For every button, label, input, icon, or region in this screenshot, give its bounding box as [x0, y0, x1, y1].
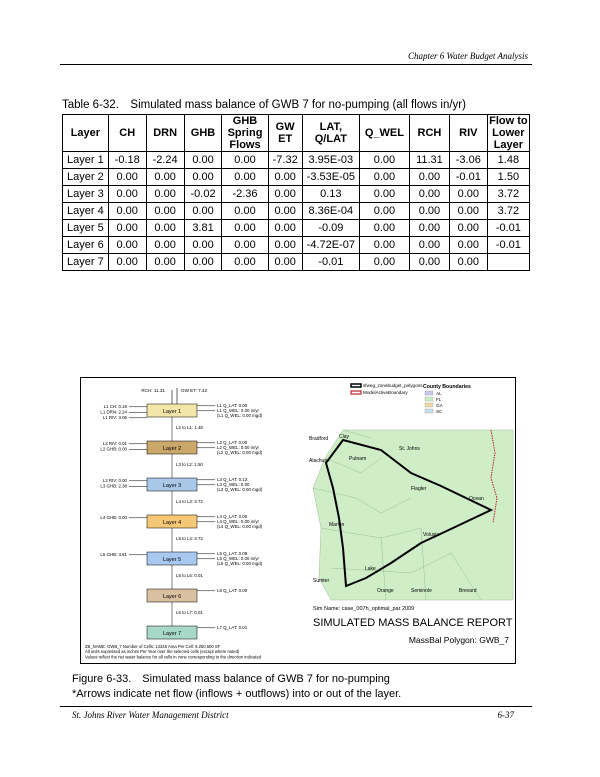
column-header: RCH — [409, 115, 449, 152]
left-flow-label: L3 RIV: 0.00 — [102, 478, 127, 483]
legend-boundary: ModelActiveBoundary — [363, 390, 408, 395]
layer-box-label: Layer 1 — [162, 409, 182, 415]
table-cell: 0.00 — [146, 237, 184, 254]
table-cell: -3.53E-05 — [302, 169, 359, 186]
table-cell: -2.24 — [146, 152, 184, 169]
vertical-flow-label: L5 to L6: 0.01 — [176, 573, 203, 578]
county-label: Volusia — [423, 532, 440, 538]
table-cell: -3.06 — [449, 152, 487, 169]
table-cell: -7.32 — [268, 152, 302, 169]
county-label: Bradford — [309, 436, 329, 442]
table-row — [63, 237, 530, 254]
mass-balance-figure — [80, 377, 516, 664]
table-cell: 0.00 — [409, 254, 449, 271]
right-flow-label: L5 Q_WEL: 0.00 in/yr — [217, 556, 259, 561]
table-cell: -0.01 — [302, 254, 359, 271]
layer-box-label: Layer 4 — [162, 520, 182, 526]
table-row — [63, 186, 530, 203]
table-cell: 0.00 — [184, 237, 222, 254]
right-flow-label: (L4 Q_WEL: 0.00 mgd) — [217, 524, 263, 529]
table-cell: 0.00 — [409, 203, 449, 220]
table-row — [63, 169, 530, 186]
left-flow-label: L4 GHB: 0.00 — [100, 515, 127, 520]
table-cell: 0.00 — [222, 169, 268, 186]
footer-rule — [60, 706, 532, 707]
table-cell: Layer 2 — [63, 169, 109, 186]
table-cell: 3.95E-03 — [302, 152, 359, 169]
table-cell: 0.00 — [146, 254, 184, 271]
table-cell: 0.00 — [359, 152, 409, 169]
table-cell: 0.00 — [184, 152, 222, 169]
table-cell: 3.81 — [184, 220, 222, 237]
county-label: Alachua — [309, 458, 328, 464]
column-header: DRN — [146, 115, 184, 152]
table-cell: -0.09 — [302, 220, 359, 237]
right-flow-label: (L1 Q_WEL: 0.00 mgd) — [217, 413, 263, 418]
county-swatch — [425, 409, 433, 413]
table-cell: 1.48 — [487, 152, 529, 169]
table-cell: Layer 6 — [63, 237, 109, 254]
table-cell: 0.00 — [268, 220, 302, 237]
table-cell: -2.36 — [222, 186, 268, 203]
table-cell: 0.00 — [449, 254, 487, 271]
massbal-polygon: MassBal Polygon: GWB_7 — [408, 635, 509, 645]
mass-balance-table — [62, 114, 530, 271]
layer-box-label: Layer 6 — [162, 594, 182, 600]
county-swatch — [425, 403, 433, 407]
county-label: Ocean — [469, 496, 484, 502]
table-cell: 0.00 — [359, 237, 409, 254]
county-label: Flagler — [411, 486, 427, 492]
left-flow-label: L2 RIV: 0.01 — [102, 441, 127, 446]
left-flow-label: L3 GHB: 2.38 — [100, 483, 127, 489]
table-cell: 0.00 — [184, 203, 222, 220]
table-cell: 0.00 — [222, 220, 268, 237]
county-map — [307, 430, 513, 600]
table-cell: 0.00 — [268, 254, 302, 271]
table-row — [63, 203, 530, 220]
gwet-label: GW ET: 7.32 — [181, 388, 208, 393]
right-flow-label: L1 Q_WEL: 0.00 in/yr — [217, 408, 259, 413]
legend-county-title: County Boundaries — [423, 384, 471, 390]
table-cell: 0.00 — [409, 237, 449, 254]
column-header: Q_WEL — [359, 115, 409, 152]
vertical-flow-label: L2 to L1: 1.48 — [176, 425, 203, 430]
left-flow-label: L1 CH: 0.18 — [103, 404, 127, 409]
right-flow-label: (L3 Q_WEL: 0.00 mgd) — [217, 487, 263, 492]
table-cell: 1.50 — [487, 169, 529, 186]
right-flow-label: L3 Q_WEL: 0.00 — [217, 482, 250, 487]
figure-notes — [85, 644, 262, 659]
table-cell: Layer 7 — [63, 254, 109, 271]
column-header: GW ET — [268, 115, 302, 152]
table-cell: 3.72 — [487, 186, 529, 203]
table-cell: -4.72E-07 — [302, 237, 359, 254]
column-header: LAT, Q/LAT — [302, 115, 359, 152]
table-cell: 0.00 — [108, 186, 146, 203]
table-cell: 0.00 — [409, 220, 449, 237]
column-header: GHB Spring Flows — [222, 115, 268, 152]
table-cell: 0.00 — [146, 220, 184, 237]
table-header-row — [63, 115, 530, 152]
table-row — [63, 220, 530, 237]
figure-caption-line1: Figure 6-33. Simulated mass balance of GWB 7 for no-pumping — [72, 673, 390, 685]
table-cell: 3.72 — [487, 203, 529, 220]
county-legend-label: FL — [436, 396, 442, 402]
right-flow-label: (L5 Q_WEL: 0.00 mgd) — [217, 561, 263, 566]
table-cell: 0.00 — [222, 254, 268, 271]
footer-organization: St. Johns River Water Management District — [72, 710, 229, 720]
table-cell: 11.31 — [409, 152, 449, 169]
figure-note: ZB_NAME: GWB_7 Number of Cells: 13348 Area Per Cell: 6,250,500 SF — [85, 644, 221, 649]
table-cell: 0.00 — [222, 203, 268, 220]
table-cell: 0.00 — [146, 169, 184, 186]
table-cell: 0.00 — [184, 254, 222, 271]
figure-note: All units expressed as inches Per Year over the selected cells (except where noted) — [85, 649, 240, 655]
figure-caption-line2: *Arrows indicate net flow (inflows + outflows) into or out of the layer. — [72, 688, 402, 700]
table-cell: -0.01 — [487, 220, 529, 237]
right-flow-label: L4 Q_WEL: 0.00 in/yr — [217, 519, 259, 524]
legend-polygons: sfweg_zonebudget_polygons — [363, 383, 423, 388]
layer-box-label: Layer 3 — [162, 483, 182, 489]
figure-graphic — [81, 378, 515, 663]
table-cell: 0.00 — [449, 237, 487, 254]
table-cell: 0.00 — [146, 186, 184, 203]
column-header: CH — [108, 115, 146, 152]
table-body — [63, 152, 530, 271]
map-legend — [349, 382, 471, 414]
county-label: Putnam — [349, 456, 367, 462]
county-legend-label: AL — [436, 390, 442, 396]
table-cell: Layer 4 — [63, 203, 109, 220]
county-swatch — [425, 391, 433, 395]
table-cell — [487, 254, 529, 271]
county-label: Lake — [365, 566, 376, 572]
table-cell: 0.00 — [222, 152, 268, 169]
table-cell: 0.00 — [409, 169, 449, 186]
report-title: SIMULATED MASS BALANCE REPORT — [313, 617, 513, 629]
table-cell: 0.00 — [108, 220, 146, 237]
county-legend-label: SC — [436, 408, 443, 414]
left-flow-label: L1 RIV: 3.06 — [102, 415, 127, 420]
table-cell: -0.18 — [108, 152, 146, 169]
county-label: Clay — [339, 434, 350, 440]
vertical-flow-label: L6 to L7: 0.01 — [176, 610, 203, 615]
table-cell: 0.00 — [359, 186, 409, 203]
right-flow-label: L3 Q_LAT: 0.13 — [217, 477, 248, 482]
vertical-flow-label: L5 to L4: 3.72 — [176, 536, 203, 541]
table-cell: 0.00 — [108, 169, 146, 186]
table-cell: 0.00 — [359, 254, 409, 271]
column-header: Layer — [63, 115, 109, 152]
table-cell: 0.00 — [222, 237, 268, 254]
sim-name: Sim Name: case_007h_optimal_par 2009 — [313, 606, 415, 612]
layer-diagram — [100, 388, 262, 639]
county-label: Seminole — [411, 588, 432, 594]
table-cell: 0.00 — [108, 203, 146, 220]
table-cell: 8.36E-04 — [302, 203, 359, 220]
column-header: GHB — [184, 115, 222, 152]
header-rule — [60, 64, 532, 65]
table-cell: 0.00 — [359, 203, 409, 220]
table-cell: 0.00 — [146, 203, 184, 220]
table-cell: Layer 3 — [63, 186, 109, 203]
county-swatch — [425, 397, 433, 401]
table-cell: -0.01 — [449, 169, 487, 186]
figure-caption — [72, 672, 401, 702]
county-label: Orange — [377, 588, 394, 594]
county-label: Brevard — [459, 588, 477, 594]
table-cell: -0.01 — [487, 237, 529, 254]
table-cell: 0.00 — [449, 186, 487, 203]
table-cell: 0.00 — [409, 186, 449, 203]
page-number: 6-37 — [497, 710, 514, 720]
right-flow-label: (L2 Q_WEL: 0.00 mgd) — [217, 450, 263, 455]
table-cell: 0.00 — [449, 220, 487, 237]
right-flow-label: L5 Q_LAT: 0.09 — [217, 551, 248, 556]
chapter-header: Chapter 6 Water Budget Analysis — [408, 51, 528, 61]
figure-note: Values reflect the net water balance for all cells in zone corresponding to the direction indicated — [85, 654, 262, 660]
table-cell: 0.00 — [359, 169, 409, 186]
column-header: Flow to Lower Layer — [489, 115, 528, 151]
rch-label: RCH: 11.31 — [141, 388, 165, 393]
table-cell: 0.00 — [108, 254, 146, 271]
table-cell: 0.00 — [268, 186, 302, 203]
table-row — [63, 254, 530, 271]
table-cell: 0.00 — [268, 203, 302, 220]
vertical-flow-label: L3 to L2: 1.50 — [176, 462, 203, 467]
right-flow-label: L6 Q_LAT: 0.00 — [217, 588, 248, 593]
table-cell: 0.00 — [108, 237, 146, 254]
table-cell: 0.00 — [449, 203, 487, 220]
column-header: RIV — [449, 115, 487, 152]
table-cell: 0.00 — [268, 169, 302, 186]
table-caption: Table 6-32. Simulated mass balance of GWB 7 for no-pumping (all flows in/yr) — [62, 99, 466, 111]
left-flow-label: L1 DRN: 2.24 — [100, 409, 127, 415]
right-flow-label: L7 Q_LAT: 0.01 — [217, 625, 248, 630]
layer-box-label: Layer 5 — [162, 557, 182, 563]
right-flow-label: L1 Q_LAT: 0.00 — [217, 403, 248, 408]
county-legend-label: GA — [436, 402, 443, 408]
layer-box-label: Layer 2 — [162, 446, 182, 452]
vertical-flow-label: L4 to L3: 3.72 — [176, 499, 203, 504]
county-label: St. Johns — [399, 446, 420, 452]
table-row — [63, 152, 530, 169]
table-cell: 0.00 — [184, 169, 222, 186]
left-flow-label: L2 GHB: 0.00 — [100, 446, 127, 452]
table-cell: -0.02 — [184, 186, 222, 203]
table-cell: Layer 1 — [63, 152, 109, 169]
county-label: Marion — [329, 522, 345, 528]
table-cell: 0.13 — [302, 186, 359, 203]
layer-box-label: Layer 7 — [162, 631, 182, 637]
county-label: Sumter — [313, 578, 330, 584]
table-cell: Layer 5 — [63, 220, 109, 237]
table-cell: 0.00 — [268, 237, 302, 254]
county-legend — [425, 391, 444, 414]
table-cell: 0.00 — [359, 220, 409, 237]
right-flow-label: L2 Q_LAT: 0.00 — [217, 440, 248, 445]
right-flow-label: L2 Q_WEL: 0.00 in/yr — [217, 445, 259, 450]
left-flow-label: L5 GHB: 3.81 — [100, 552, 127, 557]
right-flow-label: L4 Q_LAT: 0.00 — [217, 514, 248, 519]
